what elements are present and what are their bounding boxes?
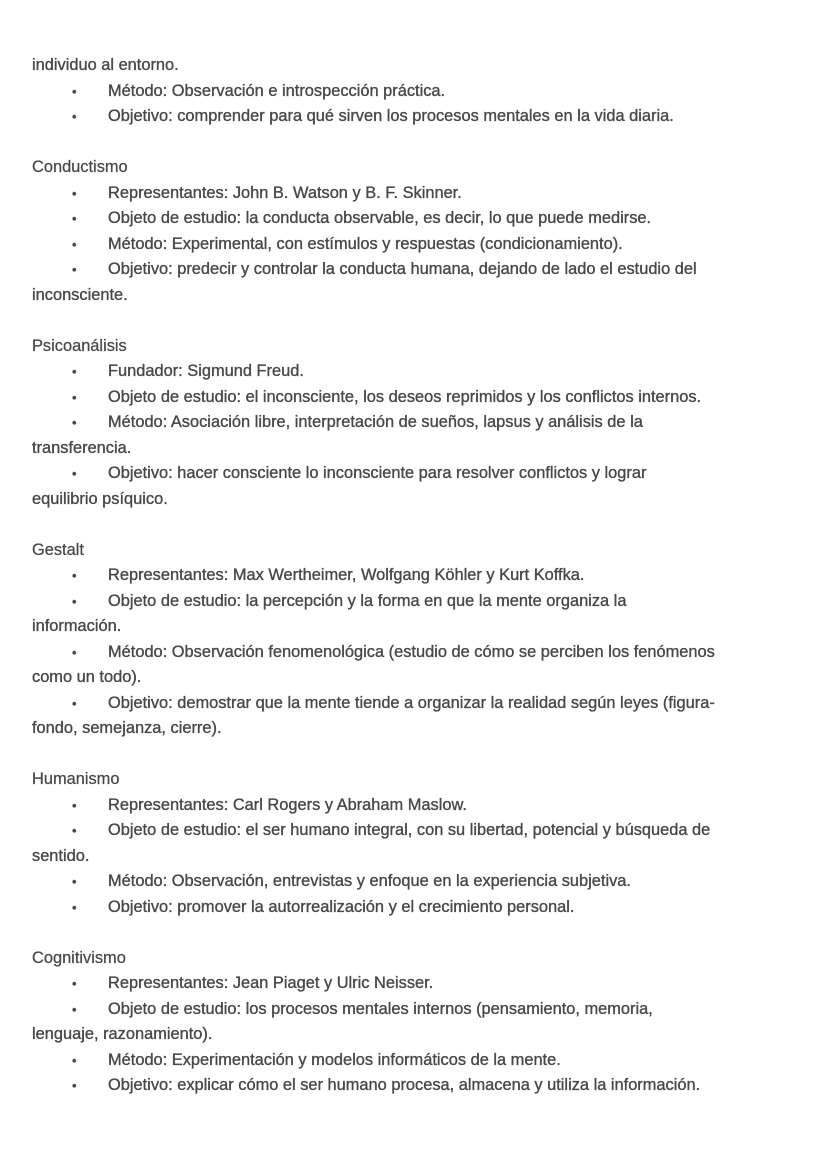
list-item-continuation: información. <box>32 617 122 635</box>
list-item-text: Objetivo: demostrar que la mente tiende a organizar la realidad según leyes (figura- <box>108 693 715 712</box>
list-item-text: Método: Experimentación y modelos informáticos de la mente. <box>108 1050 561 1069</box>
list-item <box>32 410 808 436</box>
list-item <box>32 818 808 844</box>
list-item <box>32 691 808 717</box>
list-item-text: Método: Observación fenomenológica (estudio de cómo se perciben los fenómenos <box>108 642 715 661</box>
list-item-text: Representantes: John B. Watson y B. F. Skinner. <box>108 183 462 202</box>
list-item-text: Objeto de estudio: el inconsciente, los deseos reprimidos y los conflictos internos. <box>108 387 702 406</box>
section-spacer <box>32 130 808 156</box>
list-item-continuation: lenguaje, razonamiento). <box>32 1025 213 1043</box>
list-item-text: Objetivo: hacer consciente lo inconsciente para resolver conflictos y lograr <box>108 464 647 482</box>
list-item-continuation: fondo, semejanza, cierre). <box>32 719 222 737</box>
list-item-text: Objeto de estudio: la percepción y la forma en que la mente organiza la <box>108 591 627 610</box>
bullet-icon: • <box>72 466 77 481</box>
section-spacer <box>32 920 808 946</box>
list-item-text: Método: Asociación libre, interpretación de sueños, lapsus y análisis de la <box>108 413 643 431</box>
section-heading: Conductismo <box>32 158 128 176</box>
bullet-icon: • <box>72 389 77 405</box>
list-item-continuation: inconsciente. <box>32 285 128 304</box>
bullet-icon: • <box>72 797 77 813</box>
list-item-continuation: sentido. <box>32 846 90 865</box>
bullet-icon: • <box>72 109 77 124</box>
bullet-icon: • <box>72 236 77 252</box>
list-item <box>32 1048 808 1074</box>
list-item <box>32 997 808 1023</box>
list-item <box>32 79 808 105</box>
list-item-text: Objeto de estudio: el ser humano integral, con su libertad, potencial y búsqueda de <box>108 821 711 839</box>
list-item <box>32 1073 808 1099</box>
list-item-text: Método: Experimental, con estímulos y respuestas (condicionamiento). <box>108 234 623 253</box>
bullet-icon: • <box>72 364 77 379</box>
bullet-icon: • <box>72 262 77 277</box>
bullet-icon: • <box>72 1001 77 1017</box>
list-item-text: Objeto de estudio: la conducta observable, es decir, lo que puede medirse. <box>108 209 652 227</box>
list-item <box>32 589 808 615</box>
list-item <box>32 257 808 283</box>
list-item-text: Objetivo: explicar cómo el ser humano procesa, almacena y utiliza la información. <box>108 1076 701 1094</box>
section-heading: Psicoanálisis <box>32 336 127 355</box>
list-item-continuation: como un todo). <box>32 668 142 686</box>
bullet-icon: • <box>72 568 77 583</box>
list-item <box>32 385 808 411</box>
section-heading: Humanismo <box>32 770 120 788</box>
list-item <box>32 461 808 487</box>
list-item <box>32 793 808 819</box>
list-item <box>32 206 808 232</box>
list-item <box>32 104 808 130</box>
bullet-icon: • <box>72 644 77 660</box>
list-item-text: Representantes: Max Wertheimer, Wolfgang Köhler y Kurt Koffka. <box>108 566 585 584</box>
section-heading: Cognitivismo <box>32 948 126 967</box>
section-spacer <box>32 742 808 768</box>
list-item <box>32 895 808 921</box>
bullet-icon: • <box>72 874 77 889</box>
bullet-icon: • <box>72 185 77 201</box>
continuation-text: individuo al entorno. <box>32 56 179 74</box>
bullet-icon: • <box>72 899 77 915</box>
list-item-text: Objeto de estudio: los procesos mentales internos (pensamiento, memoria, <box>108 999 653 1018</box>
list-item <box>32 971 808 997</box>
list-item-text: Método: Observación e introspección práctica. <box>108 81 446 100</box>
list-item-continuation: transferencia. <box>32 438 132 457</box>
bullet-icon: • <box>72 83 77 99</box>
bullet-icon: • <box>72 1052 77 1068</box>
bullet-icon: • <box>72 823 77 838</box>
section-spacer <box>32 512 808 538</box>
list-item-continuation: equilibrio psíquico. <box>32 489 168 508</box>
list-item <box>32 359 808 385</box>
bullet-icon: • <box>72 211 77 226</box>
bullet-icon: • <box>72 415 77 430</box>
list-item-text: Representantes: Carl Rogers y Abraham Maslow. <box>108 795 467 814</box>
bullet-icon: • <box>72 1078 77 1093</box>
list-item-text: Objetivo: promover la autorrealización y el crecimiento personal. <box>108 897 575 916</box>
list-item-text: Objetivo: comprender para qué sirven los procesos mentales en la vida diaria. <box>108 107 674 125</box>
list-item <box>32 640 808 666</box>
list-item-text: Representantes: Jean Piaget y Ulric Neisser. <box>108 974 434 992</box>
list-item-text: Objetivo: predecir y controlar la conducta humana, dejando de lado el estudio del <box>108 260 697 278</box>
section-spacer <box>32 308 808 334</box>
list-item <box>32 232 808 258</box>
list-item-text: Fundador: Sigmund Freud. <box>108 362 304 380</box>
list-item <box>32 181 808 207</box>
list-item <box>32 563 808 589</box>
bullet-icon: • <box>72 593 77 609</box>
section-heading: Gestalt <box>32 540 84 559</box>
bullet-icon: • <box>72 976 77 991</box>
bullet-icon: • <box>72 695 77 711</box>
list-item <box>32 869 808 895</box>
list-item-text: Método: Observación, entrevistas y enfoque en la experiencia subjetiva. <box>108 872 631 890</box>
